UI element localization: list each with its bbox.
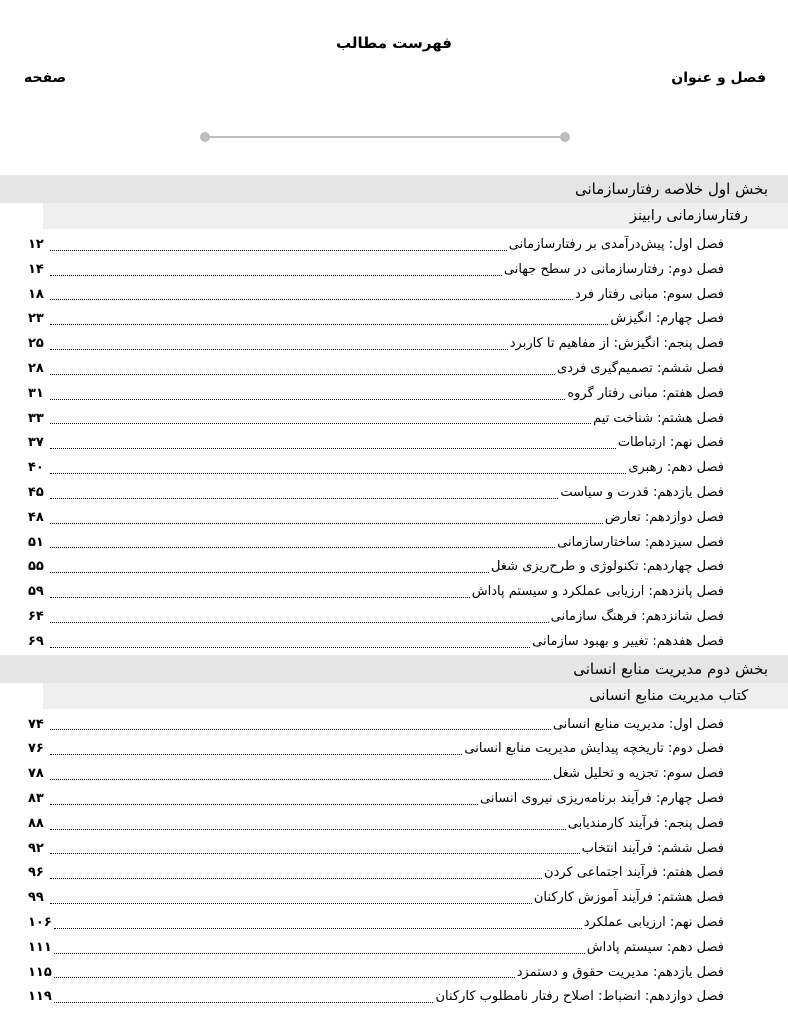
toc-entry-page: ۸۳ [28,790,44,806]
toc-entry-title: فصل هفتم: فرآیند اجتماعی کردن [544,865,724,881]
dot-leader [50,853,580,854]
toc-entry-page: ۲۸ [28,360,44,376]
toc-entry-title: فصل چهارم: انگیزش [610,311,724,327]
toc-entry [28,506,724,531]
toc-entry [28,985,724,1010]
toc-entry-page: ۵۵ [28,559,44,575]
toc-entry [28,787,724,812]
toc-entry-title: فصل دهم: رهبری [628,460,724,476]
dot-leader [50,423,591,424]
toc-entry-title: فصل دوم: رفتارسازمانی در سطح جهانی [503,261,724,277]
toc-entry-title: فصل نهم: ارتباطات [617,435,724,451]
dot-leader [50,754,462,755]
dot-leader [54,1002,434,1003]
toc-entry-title: فصل هشتم: فرآیند آموزش کارکنان [533,890,724,906]
toc-entry-title: فصل سوم: تجزیه و تحلیل شغل [552,766,724,782]
toc-entry-page: ۷۶ [28,741,44,757]
toc-entry [28,630,724,655]
toc-entry [28,555,724,580]
dot-leader [50,299,573,300]
toc-entry-title: فصل پانزدهم: ارزیابی عملکرد و سیستم پاداش [471,584,724,600]
dot-leader [50,597,470,598]
toc-entry-title: فصل هفتم: مبانی رفتار گروه [567,385,724,401]
toc-entry-page: ۱۲ [28,237,44,252]
dot-leader [50,473,626,474]
toc-entry-page: ۵۹ [28,584,44,600]
toc-entry-title: فصل سیزدهم: ساختارسازمانی [557,534,724,550]
dot-leader [50,729,551,730]
toc-entry-page: ۳۱ [28,385,44,401]
toc-entry-page: ۸۸ [28,815,44,831]
toc-entry-page: ۱۸ [28,286,44,302]
toc-entry [28,605,724,630]
toc-entry-page: ۱۱۵ [28,964,52,980]
toc-entry [28,357,724,382]
section-heading: رفتارسازمانی رابینز [43,203,788,229]
toc-entry [28,258,724,283]
dot-leader [50,804,478,805]
toc-entry-page: ۵۱ [28,534,44,550]
section-heading: کتاب مدیریت منابع انسانی [43,683,788,709]
toc-entry-page: ۲۵ [28,336,44,352]
dot-leader [50,572,489,573]
toc-entry-page: ۹۹ [28,890,44,906]
page-column-header: صفحه [24,70,67,86]
toc-entry-page: ۳۳ [28,410,44,426]
toc-entry-title: فصل هفدهم: تغییر و بهبود سازمانی [532,633,724,649]
dot-leader [50,829,566,830]
toc-entry-title: فصل پنجم: فرآیند کارمندیابی [567,815,724,831]
page-title: فهرست مطالب [336,34,452,52]
dot-leader [50,374,555,375]
decorative-divider [205,136,565,138]
toc-entry [28,886,724,911]
toc-entry-page: ۷۴ [28,716,44,732]
table-of-contents [0,175,788,1010]
toc-entry-title: فصل پنجم: انگیزش: از مفاهیم تا کاربرد [509,336,724,352]
toc-entry-page: ۹۲ [28,840,44,856]
toc-entry-page: ۴۵ [28,484,44,500]
toc-entry [28,481,724,506]
toc-entry [28,456,724,481]
toc-entry-title: فصل سوم: مبانی رفتار فرد [574,286,724,302]
toc-entry-title: فصل چهاردهم: تکنولوژی و طرح‌ریزی شغل [491,559,724,575]
toc-entry-page: ۱۱۱ [28,939,52,955]
toc-entry-title: فصل هشتم: شناخت تیم [593,410,724,426]
dot-leader [50,250,507,251]
toc-entry-page: ۲۳ [28,311,44,327]
dot-leader [54,953,585,954]
dot-leader [50,498,558,499]
toc-entry-title: فصل دوم: تاریخچه پیدایش مدیریت منابع انسانی [464,741,724,757]
toc-entry [28,407,724,432]
toc-entry-page: ۴۸ [28,509,44,525]
toc-entry-title: فصل نهم: ارزیابی عملکرد [583,914,724,930]
toc-entry-page: ۷۸ [28,766,44,782]
toc-entry [28,531,724,556]
dot-leader [50,275,502,276]
toc-entry [28,737,724,762]
toc-entry-page: ۴۰ [28,460,44,476]
dot-leader [50,448,616,449]
toc-entry-page: ۳۷ [28,435,44,451]
toc-entry [28,431,724,456]
toc-entry-title: فصل شانزدهم: فرهنگ سازمانی [550,608,724,624]
toc-entry-title: فصل ششم: تصمیم‌گیری فردی [556,360,724,376]
toc-entry-title: فصل اول: مدیریت منابع انسانی [552,716,724,732]
toc-entry-page: ۶۴ [28,608,44,624]
toc-entry-title: فصل دهم: سیستم پاداش [586,939,724,955]
dot-leader [50,878,542,879]
toc-entry [28,332,724,357]
toc-entry [28,812,724,837]
toc-entry-page: ۱۱۹ [28,989,52,1005]
toc-entry-title: فصل دوازدهم: انضباط: اصلاح رفتار نامطلوب کارکنان [435,989,724,1005]
chapter-column-header: فصل و عنوان [671,70,766,86]
dot-leader [50,324,608,325]
part-heading: بخش اول خلاصه رفتارسازمانی [0,175,788,203]
toc-entry [28,837,724,862]
toc-entry [28,283,724,308]
toc-entry-title: فصل اول: پیش‌درآمدی بر رفتارسازمانی [508,237,724,252]
part-heading: بخش دوم مدیریت منابع انسانی [0,655,788,683]
toc-entry [28,307,724,332]
toc-entry-title: فصل یازدهم: قدرت و سیاست [560,484,724,500]
toc-entry [28,961,724,986]
dot-leader [50,779,551,780]
toc-entry [28,580,724,605]
toc-entry [28,911,724,936]
dot-leader [54,928,582,929]
dot-leader [50,399,565,400]
dot-leader [50,349,508,350]
dot-leader [54,977,515,978]
toc-entry-page: ۹۶ [28,865,44,881]
toc-entry [28,861,724,886]
dot-leader [50,647,530,648]
toc-entry [28,762,724,787]
toc-entry [28,233,724,258]
dot-leader [50,523,603,524]
toc-entry-title: فصل چهارم: فرآیند برنامه‌ریزی نیروی انسانی [479,790,724,806]
toc-entry [28,936,724,961]
toc-entry-page: ۱۴ [28,261,44,277]
toc-entry [28,382,724,407]
toc-entry-page: ۱۰۶ [28,914,52,930]
dot-leader [50,547,555,548]
toc-entry-title: فصل ششم: فرآیند انتخاب [581,840,724,856]
toc-entry [28,713,724,738]
toc-entry-page: ۶۹ [28,633,44,649]
dot-leader [50,622,549,623]
toc-entry-title: فصل یازدهم: مدیریت حقوق و دستمزد [516,964,724,980]
toc-entry-title: فصل دوازدهم: تعارض [604,509,724,525]
dot-leader [50,903,532,904]
